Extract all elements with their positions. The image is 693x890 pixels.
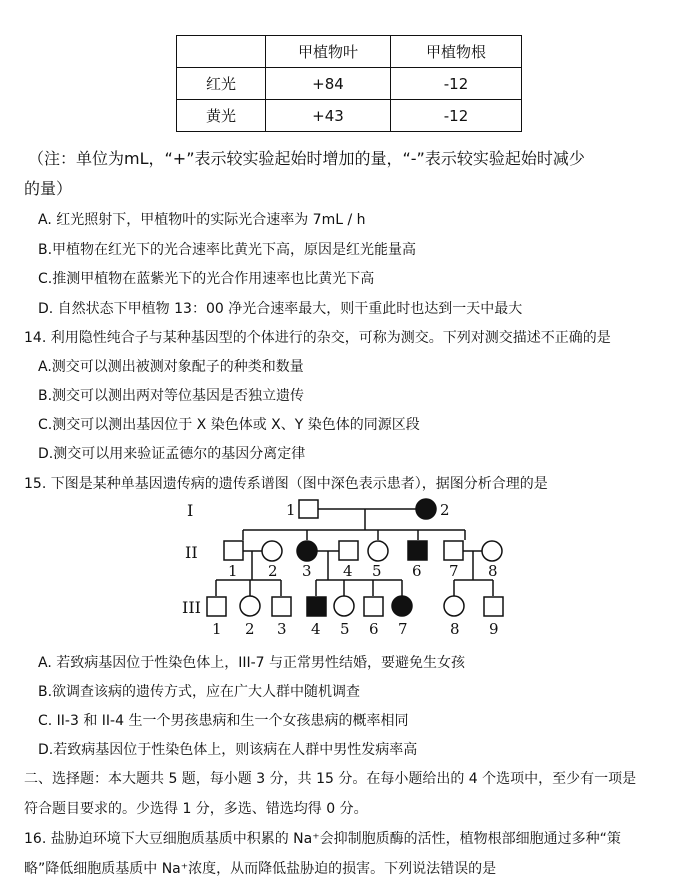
- q16-stem-line2: 略”降低细胞质基质中 Na⁺浓度，从而降低盐胁迫的损害。下列说法错误的是: [24, 861, 497, 877]
- table-note-line1: （注：单位为mL，“+”表示较实验起始时增加的量，“-”表示较实验起始时减少: [28, 149, 585, 168]
- pedigree-I-1-male: [299, 500, 318, 518]
- q15-stem: 15. 下图是某种单基因遗传病的遗传系谱图（图中深色表示患者），据图分析合理的是: [24, 476, 548, 492]
- pedigree-III-8-female: [444, 596, 464, 616]
- q14-option-d: D.测交可以用来验证孟德尔的基因分离定律: [38, 446, 306, 462]
- q15-option-c: C. II-3 和 II-4 生一个男孩患病和生一个女孩患病的概率相同: [38, 713, 409, 729]
- q14-option-b: B.测交可以测出两对等位基因是否独立遗传: [38, 388, 305, 404]
- q13-option-a: A. 红光照射下，甲植物叶的实际光合速率为 7mL / h: [38, 212, 366, 228]
- individual-number: 3: [277, 620, 287, 638]
- pedigree-III-7-affected-female: [392, 596, 412, 616]
- table-cell: -12: [391, 68, 522, 100]
- pedigree-II-4-male: [339, 541, 358, 560]
- section2-instructions-line2: 符合题目要求的。少选得 1 分，多选、错选均得 0 分。: [24, 801, 368, 817]
- table-row-label: 红光: [177, 68, 266, 100]
- individual-number: 2: [268, 562, 278, 580]
- individual-number: 1: [286, 501, 296, 519]
- pedigree-II-8-female: [482, 541, 502, 561]
- individual-number: 1: [212, 620, 222, 638]
- generation-label: II: [185, 543, 198, 562]
- pedigree-II-7-male: [444, 541, 463, 560]
- table-cell: +84: [266, 68, 391, 100]
- pedigree-I-2-affected-female: [416, 499, 436, 519]
- individual-number: 5: [372, 562, 382, 580]
- pedigree-III-3-male: [272, 597, 291, 616]
- individual-number: 2: [440, 501, 450, 519]
- pedigree-III-5-female: [334, 596, 354, 616]
- individual-number: 3: [302, 562, 312, 580]
- q15-option-b: B.欲调查该病的遗传方式，应在广大人群中随机调查: [38, 684, 361, 700]
- table-row: [177, 68, 522, 100]
- individual-number: 8: [488, 562, 498, 580]
- table-note-line2: 的量）: [24, 179, 73, 198]
- q15-option-a: A. 若致病基因位于性染色体上，III-7 与正常男性结婚，要避免生女孩: [38, 655, 466, 671]
- pedigree-II-3-affected-female: [297, 541, 317, 561]
- individual-number: 5: [340, 620, 350, 638]
- individual-number: 2: [245, 620, 255, 638]
- table-cell: -12: [391, 100, 522, 132]
- table-header-row: [177, 36, 522, 68]
- light-experiment-table: [176, 35, 522, 132]
- table-header-cell: [177, 36, 266, 68]
- q15-option-d: D.若致病基因位于性染色体上，则该病在人群中男性发病率高: [38, 742, 418, 758]
- individual-number: 4: [311, 620, 321, 638]
- individual-number: 8: [450, 620, 460, 638]
- individual-number: 9: [489, 620, 499, 638]
- individual-number: 7: [398, 620, 408, 638]
- q13-option-d: D. 自然状态下甲植物 13：00 净光合速率最大，则干重此时也达到一天中最大: [38, 301, 523, 317]
- individual-number: 6: [412, 562, 422, 580]
- pedigree-III-6-male: [364, 597, 383, 616]
- individual-number: 7: [449, 562, 459, 580]
- q14-option-c: C.测交可以测出基因位于 X 染色体或 X、Y 染色体的同源区段: [38, 417, 420, 433]
- q14-option-a: A.测交可以测出被测对象配子的种类和数量: [38, 359, 304, 375]
- q13-option-c: C.推测甲植物在蓝紫光下的光合作用速率也比黄光下高: [38, 271, 375, 287]
- q16-stem-line1: 16. 盐胁迫环境下大豆细胞质基质中积累的 Na⁺会抑制胞质酶的活性，植物根部细胞通过多种“策: [24, 831, 621, 847]
- generation-label: I: [187, 501, 194, 520]
- pedigree-II-1-male: [224, 541, 243, 560]
- individual-number: 4: [343, 562, 353, 580]
- pedigree-II-2-female: [262, 541, 282, 561]
- pedigree-II-5-female: [368, 541, 388, 561]
- q13-option-b: B.甲植物在红光下的光合速率比黄光下高，原因是红光能量高: [38, 242, 417, 258]
- pedigree-chart: [0, 495, 693, 645]
- pedigree-II-6-affected-male: [408, 541, 427, 560]
- table-row-label: 黄光: [177, 100, 266, 132]
- q14-stem: 14. 利用隐性纯合子与某种基因型的个体进行的杂交，可称为测交。下列对测交描述不正确的是: [24, 330, 611, 346]
- table-cell: +43: [266, 100, 391, 132]
- table-row: [177, 100, 522, 132]
- individual-number: 6: [369, 620, 379, 638]
- table-header-cell: 甲植物根: [391, 36, 522, 68]
- individual-number: 1: [228, 562, 238, 580]
- pedigree-III-1-male: [207, 597, 226, 616]
- pedigree-III-4-affected-male: [307, 597, 326, 616]
- pedigree-III-2-female: [240, 596, 260, 616]
- pedigree-III-9-male: [484, 597, 503, 616]
- generation-label: III: [182, 598, 201, 617]
- section2-instructions-line1: 二、选择题：本大题共 5 题，每小题 3 分，共 15 分。在每小题给出的 4 个选项中，至少有一项是: [24, 771, 637, 787]
- table-header-cell: 甲植物叶: [266, 36, 391, 68]
